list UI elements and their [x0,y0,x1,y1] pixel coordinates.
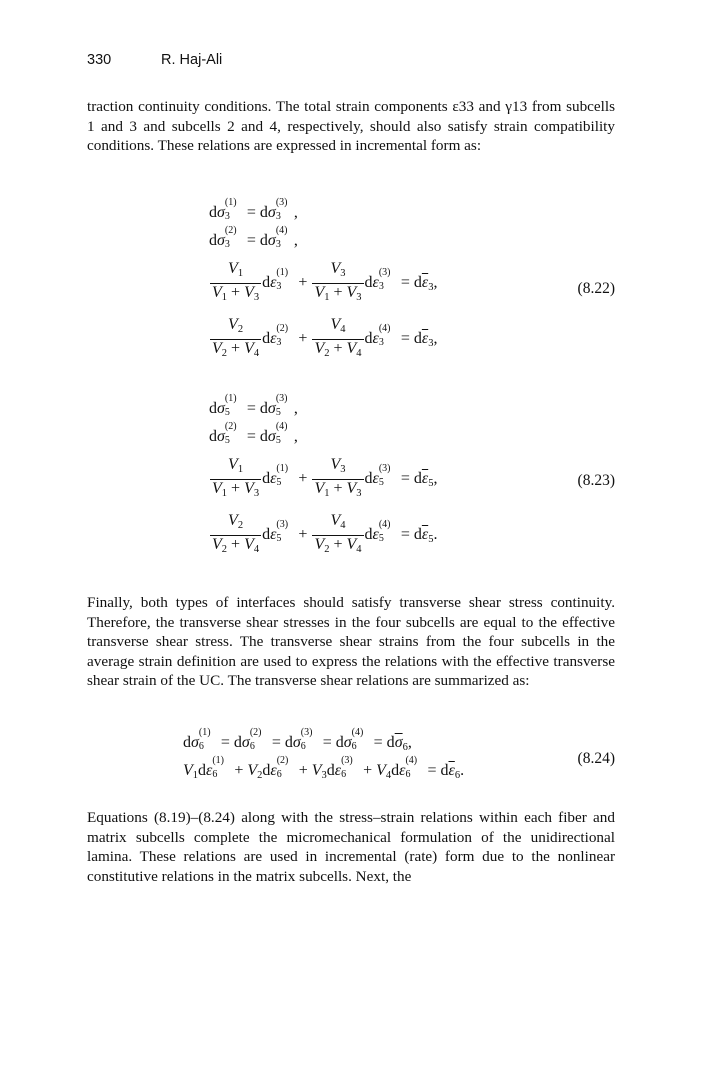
equation-number-8-22: (8.22) [577,280,615,297]
eq-8-22-line-3: $\frac{V_1}{V_1 + V_3}$ dε (1) 3 + $\frac{V_3}{V_1 + V_3}$ dε (3) 3 = $d\overline{\varepsilon}_3$, [212,260,438,303]
eq-8-22-line-2: dσ (2) 3 = dσ (4) 3 , [209,225,298,250]
equation-8-24 [0,727,702,790]
equation-number-8-23: (8.23) [577,472,615,489]
eq-8-23-line-1: dσ (1) 5 = dσ (3) 5 , [209,393,298,418]
paragraph-conclusion: Equations (8.19)–(8.24) along with the stress–strain relations within each fiber and matrix subcells complete the micromechanical formulation of the unidirectional lamina. These relations are used in incremental (rate) form due to the nonlinear constitutive relations in the matrix subcells. Next, the [87,809,615,885]
eq-8-22-line-4: $\frac{V_2}{V_2 + V_4}$ dε (2) 3 + $\frac{V_4}{V_2 + V_4}$ dε (4) 3 = $d\overline{\varepsilon}_3$, [212,316,438,359]
eq-8-23-line-4: $\frac{V_2}{V_2 + V_4}$ dε (3) 5 + $\frac{V_4}{V_2 + V_4}$ dε (4) 5 = $d\overline{\varepsilon}_5$. [212,512,438,555]
equation-8-23 [0,393,702,571]
equation-8-22 [0,197,702,375]
paragraph-intro: traction continuity conditions. The total strain components ε33 and γ13 from subcells 1 and 3 and subcells 2 and 4, respectively, should also satisfy strain compatibility conditions. These relations are expressed in incremental form as: [87,98,615,155]
paragraph-shear: Finally, both types of interfaces should satisfy transverse shear stress continuity. Therefore, the transverse shear stresses in the four subcells are equal to the effective transverse shear stress. The transverse shear strains from the four subcells in the average strain definition are used to express the relations with the effective transverse shear strain of the UC. The transverse shear relations are summarized as: [87,594,615,690]
eq-8-24-line-1: dσ (1) 6 = dσ (2) 6 = dσ (3) 6 = dσ (4) 6 = $d\overline{\sigma}_6$, [183,727,412,753]
running-author: R. Haj-Ali [161,52,223,68]
running-header [87,52,222,68]
eq-8-23-line-2: dσ (2) 5 = dσ (4) 5 , [209,421,298,446]
eq-8-24-line-2: $V_1d\varepsilon$ (1) 6 + $V_2d\varepsilon$ (2) 6 + $V_3d\varepsilon$ (3) 6 + $V_4d\varepsilon$ (4) 6 = $d\overline{\varepsilon}_6$. [183,755,465,781]
eq-8-23-line-3: $\frac{V_1}{V_1 + V_3}$ dε (1) 5 + $\frac{V_3}{V_1 + V_3}$ dε (3) 5 = $d\overline{\varepsilon}_5$, [212,456,438,499]
page-number: 330 [87,52,112,68]
eq-8-22-line-1: dσ (1) 3 = dσ (3) 3 , [209,197,298,222]
equation-number-8-24: (8.24) [577,750,615,767]
